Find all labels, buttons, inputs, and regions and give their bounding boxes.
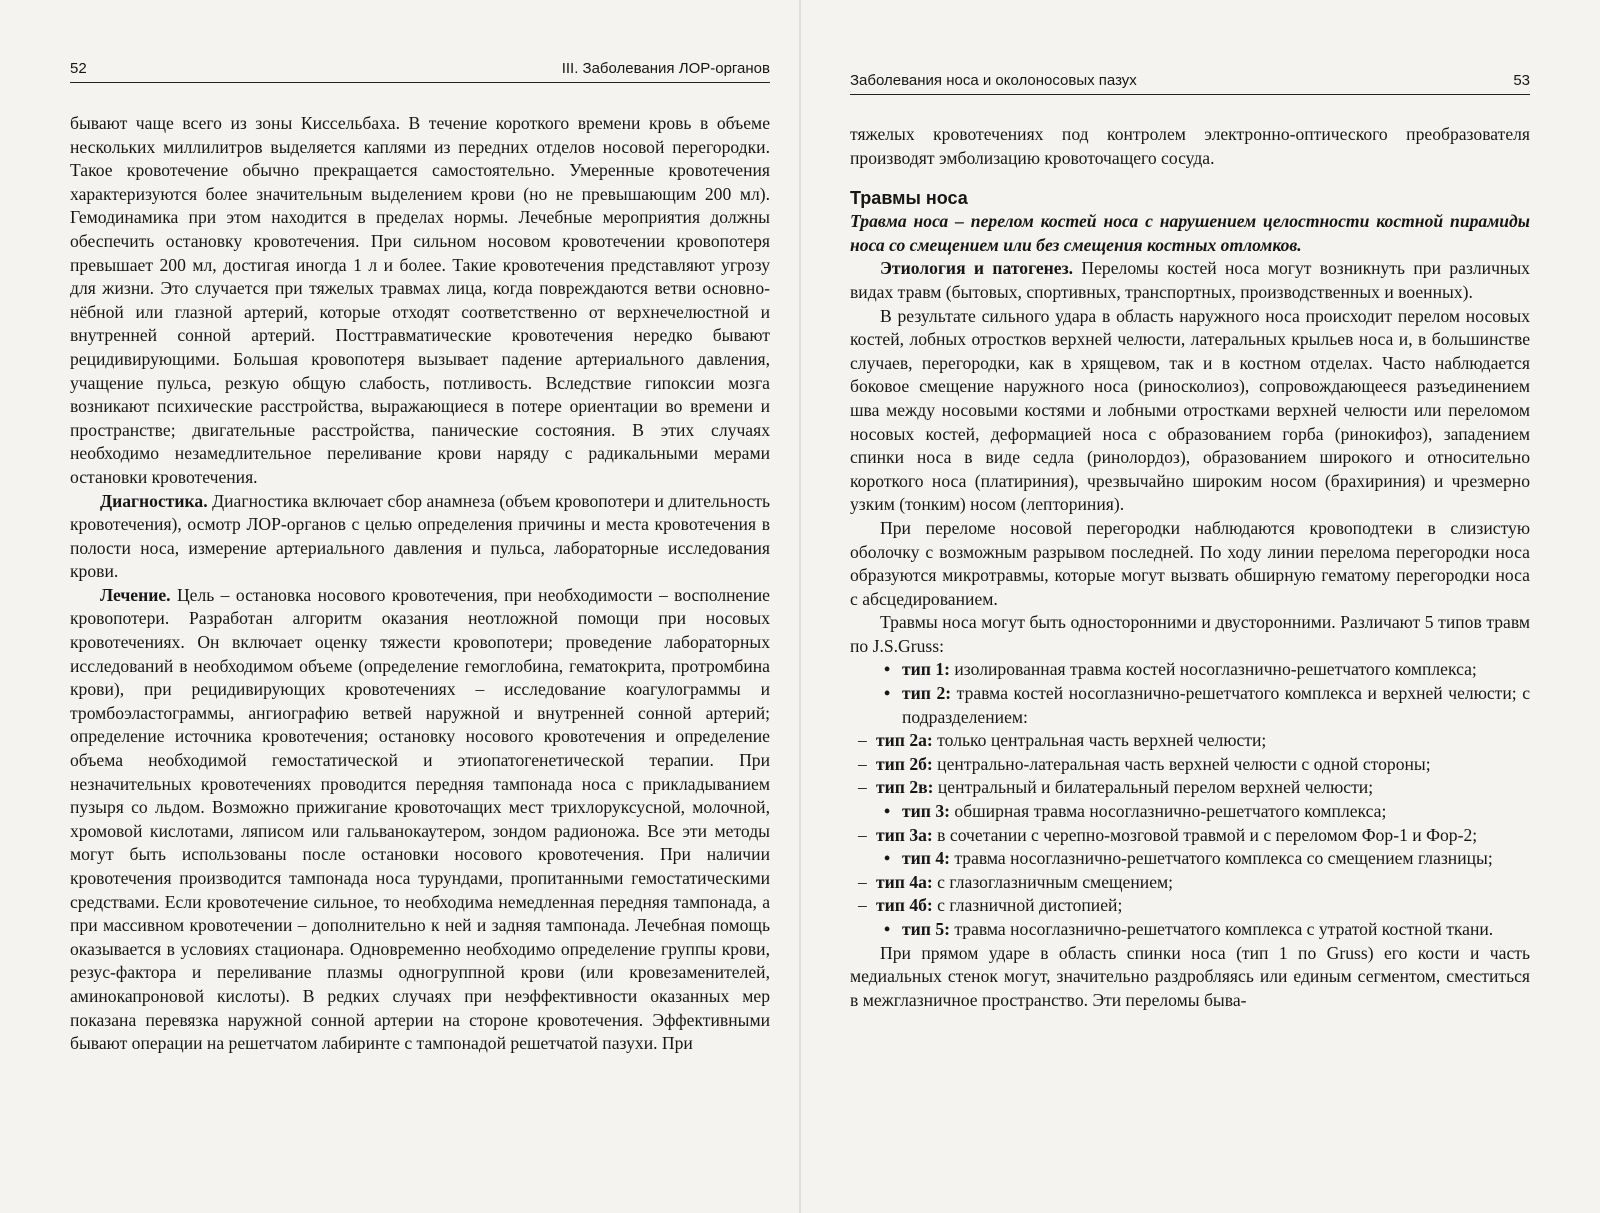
paragraph: бывают чаще всего из зоны Киссельбаха. В течение короткого времени кровь в объеме нескольких миллилитров выделяется каплями из передних отделов носовой перегородки. Такое кровотечение обычно прекращается самостоятельно. Умеренные кровотечения характеризуются более значительным выделением крови (но не превышающим 200 мл). Гемодинамика при этом находится в пределах нормы. Лечебные мероприятия должны обеспечить остановку кровотечения. При сильном носовом кровотечении кровопотеря превышает 200 мл, достигая иногда 1 л и более. Такие кровотечения представляют угрозу для жизни. Это случается при тяжелых травмах лица, когда повреждаются ветви основно-нёбной или глазной артерий, которые отходят соответственно от верхнечелюстной и внутренней сонной артерий. Посттравматические кровотечения нередко бывают рецидивирующими. Большая кровопотеря вызывает падение артериального давления, учащение пульса, резкую общую слабость, потливость. Вследствие гипоксии мозга возникают психические расстройства, выражающиеся в потере ориентации во времени и пространстве; двигательные расстройства, панические состояния. В этих случаях необходимо незамедлительное переливание крови наряду с радикальными мерами остановки кровотечения. <box>70 113 770 487</box>
gruss-types-list <box>850 658 1530 941</box>
type-term: тип 4: <box>902 848 950 869</box>
paragraph: При прямом ударе в область спинки носа (тип 1 по Gruss) его кости и часть медиальных стенок могут, значительно раздробляясь или единым сегментом, сместиться в межглазничное пространство. Эти переломы быва- <box>850 942 1530 1010</box>
right-page-header <box>850 72 1530 95</box>
type-term: тип 2: <box>902 683 952 704</box>
subtype-text: с глазничной дистопией; <box>932 895 1123 916</box>
subtype-text: центральный и билатеральный перелом верхней челюсти; <box>933 777 1374 798</box>
right-page <box>850 0 1530 1213</box>
book-gutter <box>799 0 801 1213</box>
type-text: травма носоглазнично-решетчатого комплекса с утратой костной ткани. <box>949 919 1494 939</box>
diagnostics-paragraph <box>70 490 770 584</box>
subtype-list <box>858 871 1530 918</box>
type-text: изолированная травма костей носоглазнично-решетчатого комплекса; <box>949 659 1477 680</box>
subtype-text: центрально-латеральная часть верхней челюсти с одной стороны; <box>932 753 1431 774</box>
running-head-left: III. Заболевания ЛОР-органов <box>561 60 770 77</box>
diagnostics-term: Диагностика. <box>100 490 208 511</box>
etiology-term: Этиология и патогенез. <box>880 258 1074 279</box>
diagnostics-text: Диагностика включает сбор анамнеза (объем кровопотери и длительность кровотечения), осмотр ЛОР-органов с целью определения причины и места кровотечения в полости носа, измерение артериального давления и пульса, лабораторные исследования крови. <box>70 490 770 582</box>
list-item <box>850 682 1530 800</box>
subtype-term: тип 2а: <box>876 730 933 751</box>
subtype-term: тип 2в: <box>876 777 934 798</box>
etiology-paragraph <box>850 257 1530 304</box>
paragraph: В результате сильного удара в область наружного носа происходит перелом носовых костей, лобных отростков верхней челюсти, латеральных крыльев носа и, в большинстве случаев, перегородки, как в хрящевом, так и в костном отделах. Часто наблюдается боковое смещение наружного носа (риносколиоз), сопровождающееся разъединением шва между носовыми костями и лобными отростками верхней челюсти или переломом носовых костей, деформацией носа с образованием горба (ринокифоз), западением спинки носа в виде седла (ринолордоз), образованием широкого и относительно короткого носа (платириния), чрезвычайно широким носом (брахириния) и чрезмерно узким (тонким) носом (лепториния). <box>850 305 1530 515</box>
sub-list-item <box>858 729 1530 753</box>
subtype-term: тип 4а: <box>876 871 933 892</box>
subtype-text: только центральная часть верхней челюсти; <box>932 730 1267 751</box>
paragraph: Травмы носа могут быть односторонними и двусторонними. Различают 5 типов травм по J.S.Gruss: <box>850 612 1530 656</box>
type-term: тип 3: <box>902 801 950 822</box>
left-page-body <box>70 112 770 1056</box>
sub-list-item <box>858 871 1530 895</box>
subtype-term: тип 3а: <box>876 824 933 845</box>
sub-list-item <box>858 894 1530 918</box>
subtype-term: тип 4б: <box>876 895 933 916</box>
subtype-term: тип 2б: <box>876 753 933 774</box>
page-number-right: 53 <box>1513 72 1530 89</box>
subtype-text: с глазоглазничным смещением; <box>932 871 1174 892</box>
list-item <box>850 800 1530 847</box>
type-term: тип 1: <box>902 659 950 680</box>
subtype-text: в сочетании с черепно-мозговой травмой и с переломом Фор-1 и Фор-2; <box>932 824 1478 845</box>
subtype-list <box>858 729 1530 800</box>
list-item <box>850 658 1530 682</box>
etiology-text: Переломы костей носа могут возникнуть при различных видах травм (бытовых, спортивных, транспортных, производственных и военных). <box>850 258 1530 302</box>
treatment-paragraph <box>70 584 770 1056</box>
definition: Травма носа – перелом костей носа с нарушением целостности костной пирамиды носа со смещением или без смещения костных отломков. <box>850 211 1530 255</box>
list-item <box>850 847 1530 918</box>
sub-list-item <box>858 776 1530 800</box>
page-number-left: 52 <box>70 60 87 77</box>
left-page <box>70 0 770 1213</box>
list-item <box>850 918 1530 942</box>
subtype-list <box>858 824 1530 848</box>
treatment-text: Цель – остановка носового кровотечения, при необходимости – восполнение кровопотери. Разработан алгоритм оказания неотложной помощи при носовых кровотечениях. Он включает оценку тяжести кровопотери; проведение лабораторных исследований в необходимом объеме (определение гемоглобина, гематокрита, протромбина крови), при рецидивирующих кровотечениях – исследование коагулограммы и тромбоэластограммы, ангиографию ветвей наружной и внутренней сонной артерий; определение источника кровотечения; остановку носового кровотечения и определение объема необходимой гемостатической и этиопатогенетической терапии. При незначительных кровотечениях проводится передняя тампонада носа с прикладыванием пузыря со льдом. Возможно прижигание кровоточащих мест трихлоруксусной, молочной, хромовой кислотами, ляписом или гальванокаутером, зондом радионожа. Все эти методы могут быть использованы после остановки носового кровотечения. При наличии кровотечения производится тампонада носа турундами, пропитанными гемостатическими средствами. Если кровотечение сильное, то необходима немедленная передняя тампонада, а при массивном кровотечении – дополнительно к ней и задняя тампонада. Лечебная помощь оказывается в условиях стационара. Одновременно необходимо определение группы крови, резус-фактора и переливание плазмы одногруппной крови (или кровезаменителей, аминокапроновой кислоты). В редких случаях при неэффективности оказанных мер показана перевязка наружной сонной артерии на стороне кровотечения. Эффективными бывают операции на решетчатом лабиринте с тампонадой решетчатой пазухи. При <box>70 584 770 1054</box>
right-page-body <box>850 123 1530 1012</box>
sub-list-item <box>858 753 1530 777</box>
sub-list-item <box>858 824 1530 848</box>
type-text: обширная травма носоглазнично-решетчатого комплекса; <box>949 801 1387 822</box>
running-head-right: Заболевания носа и околоносовых пазух <box>850 72 1137 89</box>
treatment-term: Лечение. <box>100 584 171 605</box>
left-page-header <box>70 60 770 83</box>
section-title: Травмы носа <box>850 188 968 209</box>
paragraph: При переломе носовой перегородки наблюдаются кровоподтеки в слизистую оболочку с возможным разрывом последней. По ходу линии перелома перегородки носа образуются микротравмы, которые могут вызвать обширную гематому перегородки носа с абсцедированием. <box>850 517 1530 609</box>
type-term: тип 5: <box>902 919 950 939</box>
paragraph: тяжелых кровотечениях под контролем электронно-оптического преобразователя производят эмболизацию кровоточащего сосуда. <box>850 124 1530 168</box>
type-text: травма носоглазнично-решетчатого комплекса со смещением глазницы; <box>949 848 1493 869</box>
type-text: травма костей носоглазнично-решетчатого комплекса и верхней челюсти; с подразделением: <box>902 683 1530 727</box>
